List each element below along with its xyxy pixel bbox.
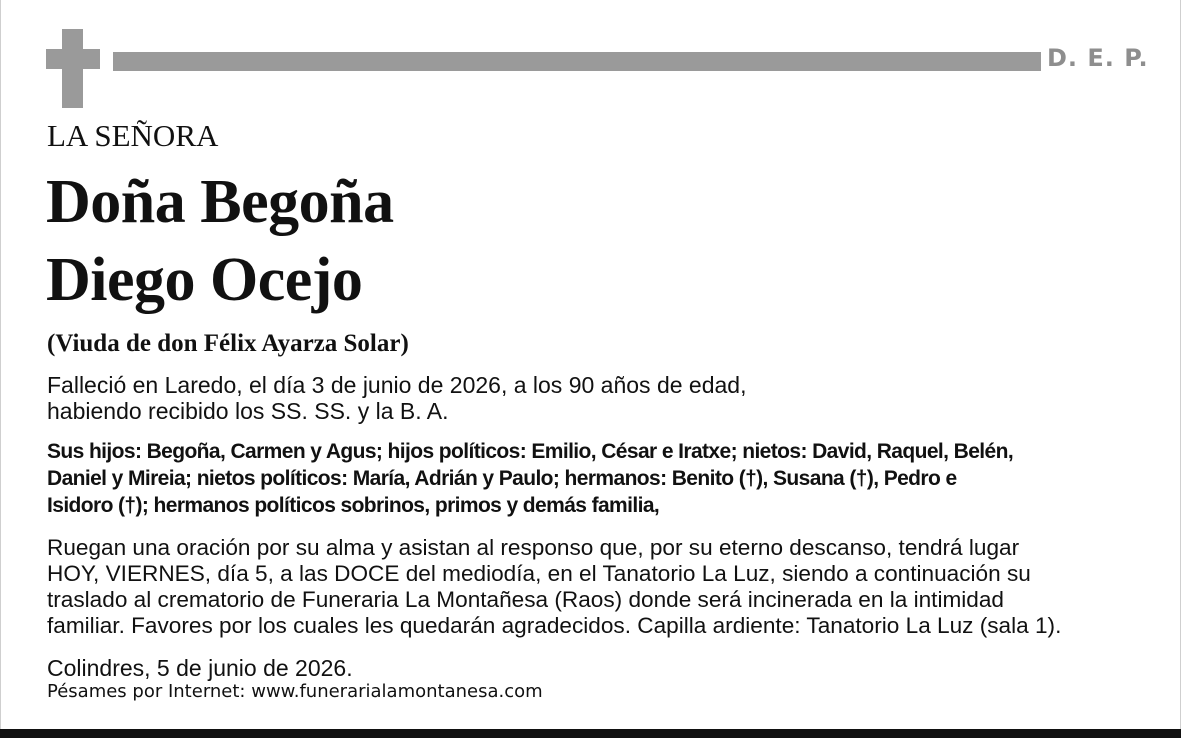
widow-note: (Viuda de don Félix Ayarza Solar) bbox=[47, 330, 409, 357]
service-details bbox=[47, 535, 1147, 639]
header-rule bbox=[113, 52, 1041, 71]
family-list bbox=[47, 438, 1147, 519]
service-details-line: HOY, VIERNES, día 5, a las DOCE del mediodía, en el Tanatorio La Luz, siendo a continuación su bbox=[47, 561, 1031, 586]
cross-icon bbox=[46, 29, 100, 108]
dep-label: D. E. P. bbox=[1047, 44, 1149, 72]
death-notice bbox=[47, 372, 1147, 424]
service-details-line: familiar. Favores por los cuales les quedarán agradecidos. Capilla ardiente: Tanatorio La Luz (sala 1). bbox=[47, 613, 1062, 638]
deceased-name-line1: Doña Begoña bbox=[46, 168, 394, 236]
death-notice-line: habiendo recibido los SS. SS. y la B. A. bbox=[47, 398, 449, 424]
bottom-bar bbox=[0, 729, 1181, 738]
cross-horizontal-bar bbox=[46, 49, 100, 69]
place-date: Colindres, 5 de junio de 2026. bbox=[47, 655, 353, 681]
family-list-line: Isidoro (†); hermanos políticos sobrinos, primos y demás familia, bbox=[47, 494, 660, 517]
deceased-name-line2: Diego Ocejo bbox=[46, 246, 363, 314]
service-details-line: traslado al crematorio de Funeraria La Montañesa (Raos) donde será incinerada en la intimidad bbox=[47, 587, 1005, 612]
death-notice-line: Falleció en Laredo, el día 3 de junio de 2026, a los 90 años de edad, bbox=[47, 372, 747, 398]
service-details-line: Ruegan una oración por su alma y asistan al responso que, por su eterno descanso, tendrá lugar bbox=[47, 535, 1020, 560]
honorific: LA SEÑORA bbox=[47, 118, 219, 153]
condolences-website: Pésames por Internet: www.funerarialamontanesa.com bbox=[47, 681, 543, 702]
family-list-line: Daniel y Mireia; nietos políticos: María, Adrián y Paulo; hermanos: Benito (†), Susana (†), Pedro e bbox=[47, 467, 957, 490]
family-list-line: Sus hijos: Begoña, Carmen y Agus; hijos políticos: Emilio, César e Iratxe; nietos: David, Raquel, Belén, bbox=[47, 440, 1014, 463]
